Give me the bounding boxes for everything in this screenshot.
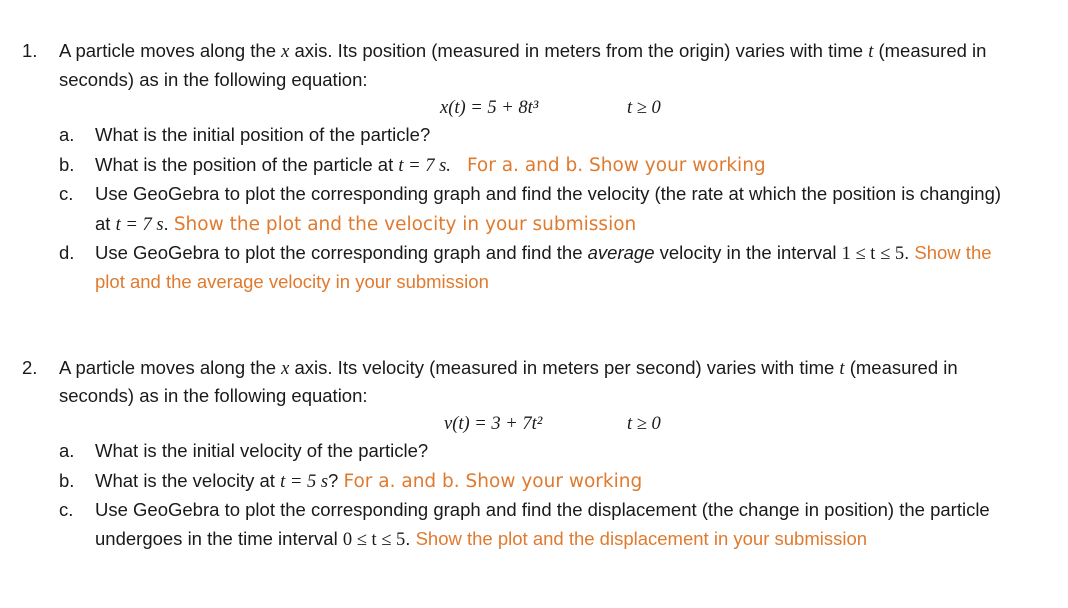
q2-stem-line2: seconds) as in the following equation: (59, 385, 368, 406)
q1-a-letter: a. (59, 124, 75, 145)
q2-b-note: For a. and b. Show your working (343, 471, 643, 492)
q2-equation: v(t) = 3 + 7t² (444, 414, 543, 434)
q1-c-text: Use GeoGebra to plot the corresponding graph and find the velocity (the rate at which the position is changing) (95, 183, 1002, 204)
q1-stem-text: A particle moves along the (59, 40, 282, 61)
q1-c-dot: . (163, 213, 174, 234)
q1-c-note: Show the plot and the velocity in your submission (173, 214, 637, 235)
q2-c-letter: c. (59, 499, 74, 520)
q1-var-x: x (281, 42, 290, 62)
q1-stem-text: (measured in (873, 40, 987, 61)
q1-c-prefix: at (95, 213, 116, 234)
q1-c-letter: c. (59, 183, 74, 204)
q2-c-math: 0 ≤ t ≤ 5 (342, 530, 406, 550)
q1-d-line1 (95, 242, 992, 265)
q1-b-line (95, 154, 766, 177)
q2-b-math: t = 5 s (280, 472, 329, 492)
q1-domain: t ≥ 0 (627, 98, 661, 118)
q2-c-note: Show the plot and the displacement in your submission (415, 528, 868, 549)
q2-domain: t ≥ 0 (627, 414, 661, 434)
q1-b-math: t = 7 s. (398, 156, 451, 176)
q1-stem-text: axis. Its position (measured in meters from the origin) varies with time (289, 40, 869, 61)
q2-b-line (95, 470, 642, 493)
q2-b-q: ? (328, 470, 344, 491)
q2-c-text2: undergoes in the time interval (95, 528, 343, 549)
q1-b-letter: b. (59, 154, 75, 175)
q2-a-letter: a. (59, 440, 75, 461)
q1-var-t: t (868, 42, 874, 62)
q2-number: 2. (22, 357, 38, 378)
q2-a-text: What is the initial velocity of the particle? (95, 440, 429, 461)
q1-a-text: What is the initial position of the particle? (95, 124, 431, 145)
q1-d-letter: d. (59, 242, 75, 263)
q2-stem-line1 (59, 357, 958, 380)
q2-var-t: t (839, 359, 845, 379)
q1-b-text: What is the position of the particle at (95, 154, 399, 175)
q1-c-line2 (95, 213, 636, 236)
q1-d-average: average (587, 242, 655, 263)
q2-b-letter: b. (59, 470, 75, 491)
q2-var-x: x (281, 359, 290, 379)
q1-d-text: velocity in the interval (654, 242, 842, 263)
q1-equation: x(t) = 5 + 8t³ (440, 98, 539, 118)
q2-b-text: What is the velocity at (95, 470, 281, 491)
q1-c-math: t = 7 s (115, 215, 164, 235)
q2-c-line2 (95, 528, 867, 551)
q1-d-dot: . (904, 242, 915, 263)
q2-stem-text: (measured in (844, 357, 958, 378)
q1-b-note: For a. and b. Show your working (466, 155, 766, 176)
q1-stem-line2: seconds) as in the following equation: (59, 69, 368, 90)
q1-d-math: 1 ≤ t ≤ 5 (841, 244, 905, 264)
q1-d-note-line2: plot and the average velocity in your submission (95, 271, 489, 292)
q1-d-note: Show the (914, 242, 992, 263)
q1-number: 1. (22, 40, 38, 61)
q2-c-text: Use GeoGebra to plot the corresponding graph and find the displacement (the change in position) the particle (95, 499, 990, 520)
q2-c-dot: . (405, 528, 416, 549)
q1-d-text: Use GeoGebra to plot the corresponding graph and find the (95, 242, 588, 263)
q2-stem-text: axis. Its velocity (measured in meters per second) varies with time (289, 357, 840, 378)
q1-stem-line1 (59, 40, 986, 63)
q2-stem-text: A particle moves along the (59, 357, 282, 378)
